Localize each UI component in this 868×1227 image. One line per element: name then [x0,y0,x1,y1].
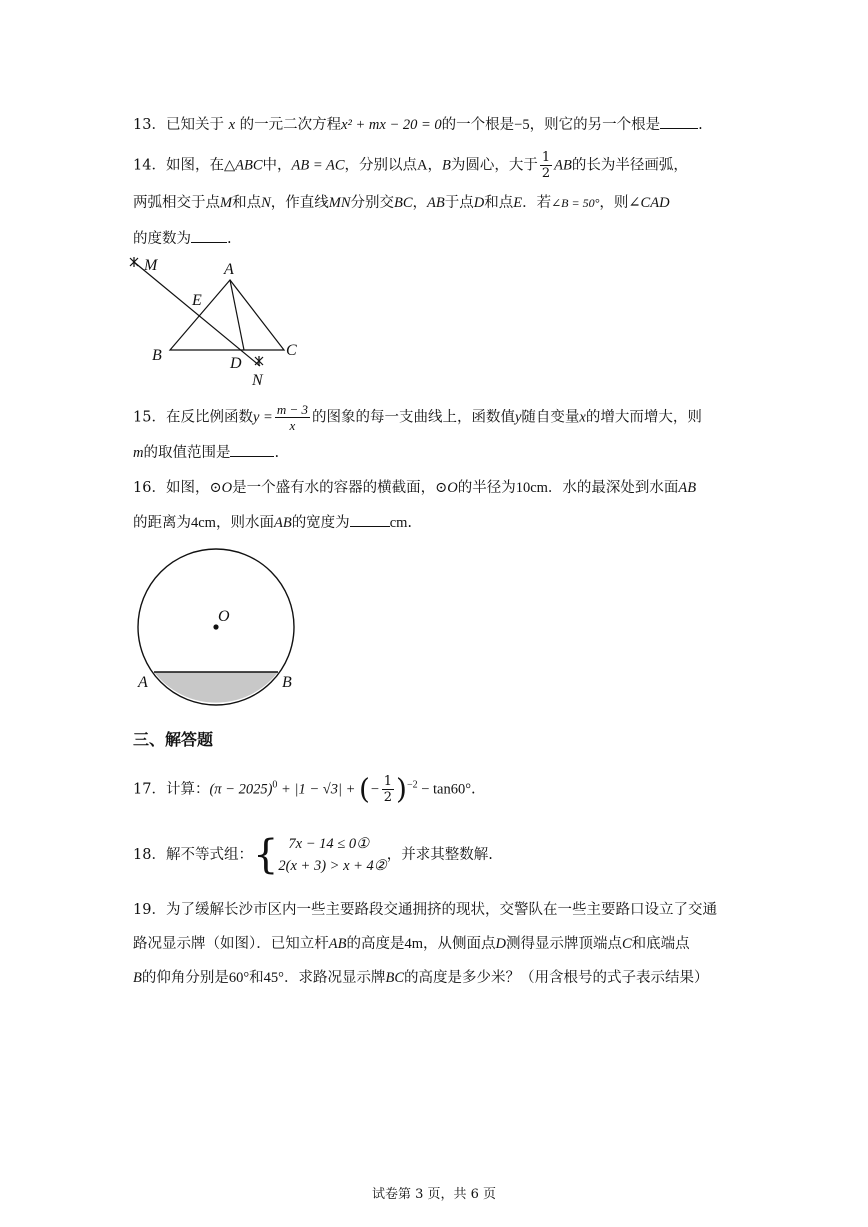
question-number: 17． [133,781,166,798]
answer-blank[interactable] [191,228,227,243]
line-label: MN [328,195,351,211]
question-16-line-1 [133,478,696,498]
point-label: M [220,195,233,211]
text: 的一元二次方程 [239,117,342,133]
text: ，作直线 [270,195,329,211]
text: ．求路况显示牌 [283,970,386,986]
label-a: A [138,674,148,691]
text: . [274,445,280,461]
question-number: 18． [133,847,166,863]
text: ，则它的另一个根是 [529,117,661,133]
text: ，从侧面点 [423,936,496,952]
angle-label: ∠CAD [628,195,670,211]
point-label: D [473,195,485,211]
text: ， [412,195,428,211]
segment-label: AB [328,936,347,952]
text: 的度数为 [133,231,191,247]
fraction [540,150,552,181]
text: 是一个盛有水的容器的横截面， [232,480,436,496]
text: 中， [262,157,292,174]
equation: AB = AC [291,157,345,174]
text: 在反比例函数 [165,409,253,426]
paren: ) [396,772,407,806]
expression: (π − 2025) [209,781,273,798]
text: 如图， [165,480,210,496]
label-b: B [282,674,292,691]
question-14-line-3 [133,228,232,249]
text: ．若 [522,195,552,211]
segment-label: AB [554,157,572,174]
text: 的半径为 [457,480,516,496]
text: 的高度是 [346,936,405,952]
circle-label: ⊙O [435,480,458,496]
text: 随自变量 [521,409,580,426]
text: 为圆心，大于 [450,157,538,174]
label-e: E [192,292,202,309]
label-n: N [252,372,263,389]
point-label: N [261,195,271,211]
point-label: D [495,936,506,952]
fraction [275,402,310,433]
unit: cm [389,515,408,531]
text: . [698,117,703,133]
paren: ( [358,772,370,806]
question-15-line-2 [133,442,279,463]
question-19-line-2 [133,934,690,954]
label-a: A [224,261,234,278]
answer-blank[interactable] [230,442,274,457]
numerator: 1 [541,150,551,165]
text: 和底端点 [631,936,690,952]
text: 的宽度为 [291,515,350,531]
text: . [471,781,476,798]
text: ，则水面 [215,515,274,531]
text: 的图象的每一支曲线上，函数值 [311,409,515,426]
text: ．水的最深处到水面 [547,480,679,496]
brace: { [252,832,279,878]
angle-value: 45° [263,970,284,986]
circle-label: ⊙O [209,480,233,496]
numerator: 1 [383,774,392,789]
point-label: A [417,157,428,174]
question-19-line-3 [133,968,709,988]
question-15-line-1 [133,402,702,433]
text: . [407,515,413,531]
equation: y = [252,409,273,426]
question-number: 13． [133,117,166,133]
inequality-system [278,833,386,877]
inequality-2: 2(x + 3) > x + 4② [278,858,387,874]
math-var: y [514,409,522,426]
math-var: x [579,409,586,426]
question-number: 14． [133,157,166,174]
denominator: x [289,418,296,433]
label-m: M [144,257,158,274]
radius-value: 10cm [515,480,548,496]
point-label: B [133,970,142,986]
answer-blank[interactable] [350,512,390,527]
question-17 [133,774,476,805]
text: 的长为半径画弧， [571,157,688,174]
angle-value: 60° [228,970,250,986]
label-d: D [230,355,242,372]
question-number: 16． [133,480,166,496]
label-o: O [218,608,230,625]
question-18 [133,833,493,877]
root-value: −5 [514,117,530,133]
text: 的增大而增大，则 [585,409,702,426]
angle-value: ∠B = 50° [551,196,600,210]
label-b: B [152,347,162,364]
text: 分别交 [350,195,395,211]
center-point [213,624,218,629]
text: 解不等式组： [165,847,253,863]
fraction [382,774,394,805]
text: ，分别以点 [344,157,418,174]
text: ，并求其整数解. [386,847,493,863]
text: 的仰角分别是 [141,970,229,986]
segment-label: AB [273,515,292,531]
triangle-label: △ABC [223,157,263,174]
figure-16-circle [130,545,310,715]
text: 的高度是多少米？（用含根号的式子表示结果） [404,970,709,986]
question-number: 15． [133,409,166,426]
segment-ad [230,280,244,350]
text: 测得显示牌顶端点 [505,936,622,952]
inequality-1: 7x − 14 ≤ 0① [288,836,370,852]
water-segment [154,672,278,703]
segment-label: BC [385,970,405,986]
operator: − [369,781,380,798]
section-heading: 三、解答题 [133,730,214,749]
operator: + [277,781,295,798]
math-var: m [133,445,144,461]
point-label: E [513,195,523,211]
text: 两弧相交于点 [133,195,220,211]
segment-label: AB [678,480,697,496]
segment-label: AB [427,195,445,211]
label-c: C [286,342,297,359]
question-19-line-1 [133,900,717,920]
figure-14-triangle [120,252,320,392]
text: 如图，在 [165,157,224,174]
segment-label: BC [394,195,413,211]
question-13 [133,114,703,135]
equation: x² + mx − 20 = 0 [341,117,442,133]
exponent: 0 [272,779,278,791]
text: 的一个根是 [441,117,515,133]
question-14-line-2 [133,193,670,213]
text: 和点 [484,195,514,211]
height-value: 4m [404,936,423,952]
denominator: 2 [541,166,551,181]
point-label: B [442,157,451,174]
math-var: x [228,117,235,133]
denominator: 2 [383,790,392,805]
text: 的取值范围是 [143,445,231,461]
operator: + [341,781,359,798]
exponent: −2 [406,779,418,791]
question-number: 19． [133,902,166,918]
depth-value: 4cm [191,515,216,531]
text: 和 [249,970,264,986]
text: 为了缓解长沙市区内一些主要路段交通拥挤的现状，交警队在一些主要路口设立了交通 [165,902,717,918]
page-footer: 试卷第 3 页，共 6 页 [371,1187,497,1202]
text: 和点 [232,195,262,211]
question-14-line-1 [133,150,688,181]
absolute-value: |1 − √3| [294,781,342,798]
text: ， [427,157,442,174]
numerator: m − 3 [276,402,308,417]
text: ，则 [599,195,629,211]
text: 计算： [165,781,210,798]
text: 的距离为 [133,515,191,531]
question-16-line-2 [133,512,412,533]
text: 已知关于 [165,117,224,133]
point-label: C [621,936,632,952]
answer-blank[interactable] [660,114,698,129]
text: 于点 [444,195,474,211]
text: . [227,231,232,247]
expression: − tan60° [417,781,472,798]
text: 路况显示牌（如图）．已知立杆 [133,936,329,952]
